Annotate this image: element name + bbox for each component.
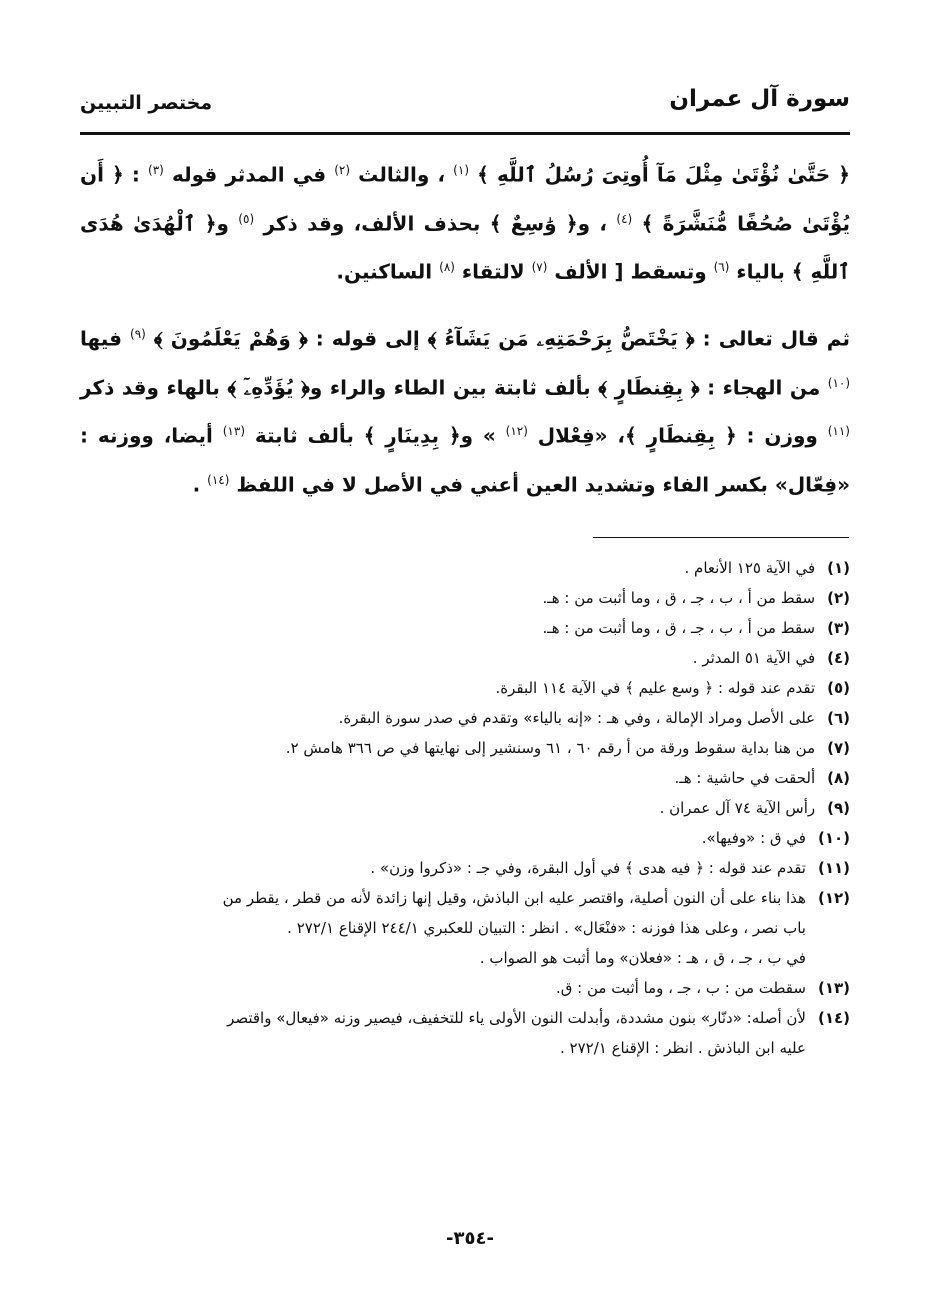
book-title: مختصر التبيين [80,92,213,114]
footnote-line: سقط من أ ، ب ، جـ ، ق ، وما أثبت من : هـ. [542,619,816,637]
text-segment: لالتقاء [461,259,525,284]
footnote-line: باب نصر ، وعلى هذا فوزنه : «فنْعَال» . انظر : التبيان للعكبري ٢٤٤/١ الإقناع ٢٧٢/١ . [287,919,806,937]
footnote [80,883,850,973]
footnote-number: (٨) [827,769,850,787]
footnote-line: على الأصل ومراد الإمالة ، وفي هـ : «إنه بالياء» وتقدم في صدر سورة البقرة. [338,709,816,727]
footnote-text [80,553,815,583]
page-number: -٣٥٤- [446,1228,494,1249]
footnote [80,673,850,703]
footnote-number: (١) [827,559,850,577]
footnote-ref[interactable]: (٧) [531,260,548,275]
footnote-text [80,703,815,733]
footnote [80,853,850,883]
footnote-number: (١٤) [817,1009,850,1027]
footnote-text [80,733,815,763]
footnote-line: هذا بناء على أن النون أصلية، واقتصر عليه ابن الباذش، وقيل إنها زائدة لأنه من قطر ، يقطر من [222,889,806,907]
header-rule [80,132,850,135]
text-segment: ، و﴿ وَٰسِعٌ ﴾ بحذف الألف، وقد ذكر [263,211,608,236]
footnote-text [80,583,815,613]
footnote-number: (١٢) [817,889,850,907]
text-segment: . [192,472,201,497]
footnote-text [80,673,815,703]
footnote-number: (٦) [827,709,850,727]
footnote-line: تقدم عند قوله : ﴿ فيه هدى ﴾ في أول البقرة، وفي جـ : «ذكروا وزن» . [370,859,806,877]
footnote-text [80,643,815,673]
footnote [80,703,850,733]
footnote-line: سقطت من : ب ، جـ ، وما أثبت من : ق. [555,979,806,997]
footnote-ref[interactable]: (٢) [334,163,351,177]
footnote-ref[interactable]: (٩) [130,326,146,341]
text-segment: فيها [80,326,122,351]
footnote-line: عليه ابن الباذش . انظر : الإقناع ٢٧٢/١ . [560,1039,806,1057]
text-segment: ووزن : ﴿ بِقِنطَارٍ ﴾، «فِعْلال [537,423,818,448]
footnote-ref[interactable]: (١٤) [207,472,230,487]
running-header [80,86,850,126]
footnote-text [80,613,815,643]
footnote-text [80,1003,806,1063]
footnote-text [80,973,806,1003]
main-text [80,148,850,507]
paragraph-2 [80,312,850,507]
footnote-number: (٥) [827,679,850,697]
footnote-number: (٤) [827,649,850,667]
footnote-ref[interactable]: (٤) [616,211,633,226]
footnote [80,613,850,643]
text-segment: و﴿ ٱلْهُدَىٰ هُدَى ٱللَّهِ ﴾ بالياء [80,211,850,284]
footnote-ref[interactable]: (٨) [439,260,455,275]
footnote-ref[interactable]: (١٣) [222,424,245,439]
footnotes-list [80,553,850,1063]
footnote-number: (١١) [817,859,850,877]
footnote-line: لأن أصله: «دنّار» بنون مشددة، وأبدلت النون الأولى ياء للتخفيف، فيصير وزنه «فيعال» واقتصر [227,1009,806,1027]
footnote-ref[interactable]: (١) [453,163,469,177]
footnote-ref[interactable]: (١٠) [827,375,851,390]
footnote-text [80,883,806,973]
paragraph-1 [80,148,850,294]
footnote-number: (١٣) [817,979,850,997]
quran-quote: : ﴿ أَن يُؤْتَىٰ صُحُفًا مُّنَشَّرَةً ﴾ [80,162,850,236]
text-segment: من الهجاء : ﴿ بِقِنطَارٍ ﴾ بألف ثابتة بين الطاء والراء و﴿ يُؤَدِّهِۦٓ ﴾ بالهاء وقد ذكر [80,375,821,400]
footnote-line: في الآية ٥١ المدثر . [692,649,816,667]
footnote-text [80,853,806,883]
footnote-number: (١٠) [817,829,850,847]
text-segment: وتسقط [ الألف [554,259,707,284]
footnote-number: (٣) [827,619,850,637]
footnote-number: (٧) [827,739,850,757]
footnote-text [80,823,806,853]
footnote [80,823,850,853]
text-segment: ، والثالث [358,162,446,187]
footnote-line: من هنا بداية سقوط ورقة من أ رقم ٦٠ ، ٦١ وسنشير إلى نهايتها في ص ٣٦٦ هامش ٢. [285,739,816,757]
footnote-line: رأس الآية ٧٤ آل عمران . [659,799,816,817]
footnote-separator [593,537,849,538]
footnote-text [80,763,815,793]
footnote-line: في الآية ١٢٥ الأنعام . [684,559,816,577]
footnote-text [80,793,815,823]
text-segment: » و﴿ بِدِينَارٍ ﴾ بألف ثابتة [254,423,496,448]
footnote-line: سقط من أ ، ب ، جـ ، ق ، وما أثبت من : هـ. [542,589,816,607]
footnote-ref[interactable]: (٥) [238,211,255,226]
footnote [80,733,850,763]
footnote-line: ألحقت في حاشية : هـ. [674,769,816,787]
footnote-line: تقدم عند قوله : ﴿ وسع عليم ﴾ في الآية ١١٤ البقرة. [495,679,816,697]
footnote [80,793,850,823]
footnote [80,583,850,613]
footnote-line: في ب ، جـ ، ق ، هـ : «فعلان» وما أثبت هو الصواب . [479,949,806,967]
footnote-ref[interactable]: (١١) [827,424,850,439]
text-segment: ثم قال تعالى : ﴿ يَخْتَصُّ بِرَحْمَتِهِۦ مَن يَشَآءُ ﴾ إلى قوله : ﴿ وَهُمْ يَعْلَمُونَ ﴾ [153,326,850,351]
footnote-ref[interactable]: (١٢) [505,424,528,439]
footnote-number: (٩) [827,799,850,817]
quran-quote: ﴿ حَتَّىٰ نُؤْتَىٰ مِثْلَ مَآ أُوتِىَ رُسُلُ ٱللَّهِ ﴾ [477,162,850,187]
footnote-line: في ق : «وفيها». [701,829,806,847]
footnote [80,643,850,673]
footnote-ref[interactable]: (٦) [713,260,730,275]
text-segment: الساكنين. [336,259,433,284]
footnote [80,1003,850,1063]
surah-title: سورة آل عمران [669,86,850,112]
footnote [80,973,850,1003]
footnote [80,763,850,793]
text-segment: في المدثر قوله [171,162,327,187]
footnote-ref[interactable]: (٣) [148,163,164,177]
footnote [80,553,850,583]
footnote-number: (٢) [827,589,850,607]
text-segment: أيضا، ووزنه : «فِعّال» بكسر الفاء وتشديد العين أعني في الأصل لا في اللفظ [80,423,850,497]
